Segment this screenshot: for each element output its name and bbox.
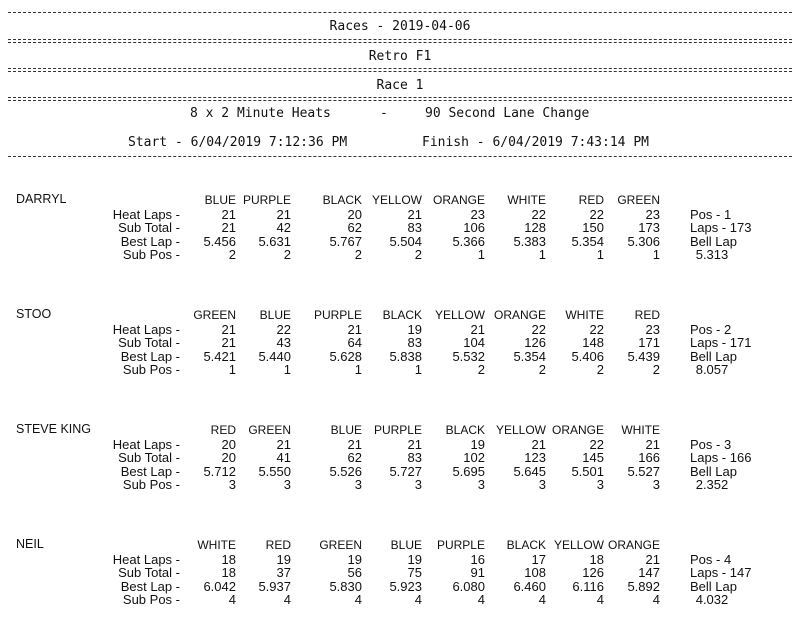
result-cell: 4 xyxy=(283,592,291,607)
result-cell: 21 xyxy=(221,335,236,350)
lane-color-header: GREEN xyxy=(319,538,362,552)
row-label: Best Lap - xyxy=(120,463,180,479)
result-cell: 4 xyxy=(596,592,604,607)
result-cell: 3 xyxy=(354,477,362,492)
result-cell: 21 xyxy=(407,206,422,222)
result-cell: 64 xyxy=(347,335,362,350)
result-cell: 21 xyxy=(221,220,236,235)
bell-lap-time: 4.032 xyxy=(695,592,729,607)
result-cell: 5.937 xyxy=(258,578,291,594)
result-cell: 20 xyxy=(221,436,236,452)
lane-color-header: ORANGE xyxy=(493,308,546,322)
result-cell: 5.695 xyxy=(452,463,485,479)
result-cell: 5.712 xyxy=(203,463,236,479)
result-cell: 20 xyxy=(221,450,236,465)
race-name: Race 1 xyxy=(376,78,424,93)
result-cell: 3 xyxy=(228,477,236,492)
bell-lap-label: Bell Lap xyxy=(690,578,737,594)
result-cell: 1 xyxy=(228,362,236,377)
position: Pos - 3 xyxy=(690,436,732,452)
row-label: Heat Laps - xyxy=(112,436,180,452)
result-cell: 5.421 xyxy=(203,348,236,364)
row-label: Best Lap - xyxy=(120,578,180,594)
lane-color-header: ORANGE xyxy=(432,193,485,207)
result-cell: 3 xyxy=(477,477,485,492)
row-label: Heat Laps - xyxy=(112,321,180,337)
divider xyxy=(8,100,792,101)
result-cell: 6.080 xyxy=(452,578,485,594)
lane-color-header: RED xyxy=(210,423,236,437)
result-cell: 5.501 xyxy=(571,463,604,479)
lane-color-header: WHITE xyxy=(621,423,660,437)
result-cell: 17 xyxy=(531,551,546,567)
result-cell: 18 xyxy=(221,565,236,580)
result-cell: 42 xyxy=(276,220,291,235)
result-cell: 5.354 xyxy=(513,348,546,364)
driver-name: DARRYL xyxy=(16,192,67,206)
result-cell: 22 xyxy=(589,206,604,222)
row-label: Sub Pos - xyxy=(122,477,180,492)
row-label: Heat Laps - xyxy=(112,551,180,567)
result-cell: 21 xyxy=(470,321,485,337)
result-cell: 150 xyxy=(582,220,604,235)
result-cell: 5.366 xyxy=(452,233,485,249)
bell-lap-label: Bell Lap xyxy=(690,463,737,479)
report-title: Races - 2019-04-06 xyxy=(329,19,471,34)
result-cell: 62 xyxy=(347,220,362,235)
lane-color-header: RED xyxy=(265,538,291,552)
lane-color-header: WHITE xyxy=(197,538,236,552)
result-cell: 19 xyxy=(407,321,422,337)
result-cell: 126 xyxy=(582,565,604,580)
result-cell: 147 xyxy=(638,565,660,580)
result-cell: 21 xyxy=(276,436,291,452)
divider xyxy=(8,97,792,98)
result-cell: 83 xyxy=(407,335,422,350)
finish-time: Finish - 6/04/2019 7:43:14 PM xyxy=(422,135,649,150)
result-cell: 1 xyxy=(477,247,485,262)
total-laps: Laps - 147 xyxy=(690,565,752,580)
result-cell: 5.923 xyxy=(389,578,422,594)
result-cell: 22 xyxy=(531,206,546,222)
driver-name: STEVE KING xyxy=(16,422,92,436)
lane-color-header: RED xyxy=(578,193,604,207)
bell-lap-time: 5.313 xyxy=(695,247,729,262)
row-label: Sub Total - xyxy=(118,565,180,580)
divider xyxy=(8,39,792,40)
divider xyxy=(8,42,792,43)
lane-color-header: PURPLE xyxy=(313,308,362,322)
result-cell: 5.628 xyxy=(329,348,362,364)
row-label: Sub Pos - xyxy=(122,592,180,607)
result-cell: 2 xyxy=(414,247,422,262)
result-cell: 19 xyxy=(276,551,291,567)
result-cell: 21 xyxy=(221,206,236,222)
result-cell: 4 xyxy=(414,592,422,607)
result-cell: 37 xyxy=(276,565,291,580)
result-cell: 2 xyxy=(477,362,485,377)
driver-name: STOO xyxy=(16,307,52,321)
result-cell: 5.383 xyxy=(513,233,546,249)
result-cell: 102 xyxy=(463,450,485,465)
lane-color-header: PURPLE xyxy=(373,423,422,437)
row-label: Sub Total - xyxy=(118,335,180,350)
lane-color-header: BLACK xyxy=(506,538,546,552)
result-cell: 19 xyxy=(407,551,422,567)
result-cell: 5.440 xyxy=(258,348,291,364)
result-cell: 21 xyxy=(276,206,291,222)
row-label: Sub Total - xyxy=(118,220,180,235)
result-cell: 21 xyxy=(347,321,362,337)
lane-color-header: ORANGE xyxy=(607,538,660,552)
position: Pos - 1 xyxy=(690,206,732,222)
lane-color-header: ORANGE xyxy=(551,423,604,437)
result-cell: 126 xyxy=(524,335,546,350)
result-cell: 148 xyxy=(582,335,604,350)
result-cell: 23 xyxy=(470,206,485,222)
result-cell: 5.645 xyxy=(513,463,546,479)
result-cell: 43 xyxy=(276,335,291,350)
position: Pos - 2 xyxy=(690,321,732,337)
result-cell: 5.406 xyxy=(571,348,604,364)
bell-lap-label: Bell Lap xyxy=(690,233,737,249)
lane-color-header: PURPLE xyxy=(436,538,485,552)
result-cell: 173 xyxy=(638,220,660,235)
result-cell: 5.727 xyxy=(389,463,422,479)
result-cell: 5.892 xyxy=(627,578,660,594)
result-cell: 1 xyxy=(652,247,660,262)
bell-lap-label: Bell Lap xyxy=(690,348,737,364)
result-cell: 5.830 xyxy=(329,578,362,594)
row-label: Heat Laps - xyxy=(112,206,180,222)
result-cell: 21 xyxy=(645,551,660,567)
result-cell: 6.460 xyxy=(513,578,546,594)
result-cell: 21 xyxy=(645,436,660,452)
result-cell: 166 xyxy=(638,450,660,465)
divider xyxy=(8,68,792,69)
row-label: Sub Total - xyxy=(118,450,180,465)
lane-color-header: BLUE xyxy=(390,538,422,552)
result-cell: 56 xyxy=(347,565,362,580)
driver-name: NEIL xyxy=(16,537,44,551)
result-cell: 128 xyxy=(524,220,546,235)
result-cell: 1 xyxy=(538,247,546,262)
result-cell: 6.116 xyxy=(572,578,604,594)
lane-color-header: YELLOW xyxy=(495,423,546,437)
lane-color-header: GREEN xyxy=(193,308,236,322)
total-laps: Laps - 171 xyxy=(690,335,752,350)
lane-color-header: PURPLE xyxy=(242,193,291,207)
result-cell: 1 xyxy=(283,362,291,377)
result-cell: 2 xyxy=(596,362,604,377)
result-cell: 106 xyxy=(463,220,485,235)
result-cell: 145 xyxy=(582,450,604,465)
result-cell: 2 xyxy=(228,247,236,262)
lane-color-header: YELLOW xyxy=(553,538,604,552)
result-cell: 2 xyxy=(354,247,362,262)
result-cell: 4 xyxy=(228,592,236,607)
row-label: Sub Pos - xyxy=(122,247,180,262)
result-cell: 21 xyxy=(347,436,362,452)
result-cell: 18 xyxy=(589,551,604,567)
result-cell: 123 xyxy=(524,450,546,465)
result-cell: 41 xyxy=(276,450,291,465)
lane-color-header: RED xyxy=(634,308,660,322)
start-time: Start - 6/04/2019 7:12:36 PM xyxy=(128,135,348,150)
result-cell: 75 xyxy=(407,565,422,580)
result-cell: 21 xyxy=(531,436,546,452)
heats-info: 8 x 2 Minute Heats xyxy=(190,106,331,121)
lane-color-header: BLACK xyxy=(445,423,485,437)
result-cell: 91 xyxy=(470,565,485,580)
result-cell: 5.526 xyxy=(329,463,362,479)
lane-color-header: YELLOW xyxy=(434,308,485,322)
lane-color-header: YELLOW xyxy=(371,193,422,207)
result-cell: 1 xyxy=(354,362,362,377)
result-cell: 19 xyxy=(470,436,485,452)
result-cell: 5.306 xyxy=(627,233,660,249)
result-cell: 62 xyxy=(347,450,362,465)
result-cell: 4 xyxy=(538,592,546,607)
result-cell: 5.354 xyxy=(571,233,604,249)
result-cell: 5.550 xyxy=(258,463,291,479)
result-cell: 18 xyxy=(221,551,236,567)
row-label: Best Lap - xyxy=(120,233,180,249)
divider xyxy=(8,12,792,13)
result-cell: 6.042 xyxy=(203,578,236,594)
lane-color-header: GREEN xyxy=(617,193,660,207)
result-cell: 2 xyxy=(283,247,291,262)
result-cell: 5.439 xyxy=(627,348,660,364)
result-cell: 22 xyxy=(276,321,291,337)
result-cell: 1 xyxy=(414,362,422,377)
result-cell: 5.631 xyxy=(258,233,291,249)
result-cell: 2 xyxy=(538,362,546,377)
lane-color-header: WHITE xyxy=(565,308,604,322)
result-cell: 108 xyxy=(524,565,546,580)
lane-color-header: BLACK xyxy=(382,308,422,322)
result-cell: 4 xyxy=(354,592,362,607)
result-cell: 5.532 xyxy=(452,348,485,364)
row-label: Best Lap - xyxy=(120,348,180,364)
result-cell: 3 xyxy=(414,477,422,492)
position: Pos - 4 xyxy=(690,551,732,567)
result-cell: 16 xyxy=(470,551,485,567)
lane-color-header: BLUE xyxy=(204,193,236,207)
lane-color-header: BLACK xyxy=(322,193,362,207)
result-cell: 1 xyxy=(596,247,604,262)
result-cell: 5.767 xyxy=(329,233,362,249)
result-cell: 3 xyxy=(652,477,660,492)
bell-lap-time: 8.057 xyxy=(695,362,729,377)
lane-color-header: BLUE xyxy=(330,423,362,437)
result-cell: 22 xyxy=(531,321,546,337)
result-cell: 5.527 xyxy=(627,463,660,479)
result-cell: 5.504 xyxy=(389,233,422,249)
result-cell: 5.838 xyxy=(389,348,422,364)
result-cell: 21 xyxy=(407,436,422,452)
result-cell: 171 xyxy=(638,335,660,350)
result-cell: 22 xyxy=(589,436,604,452)
divider xyxy=(8,156,792,157)
lane-color-header: WHITE xyxy=(507,193,546,207)
lane-color-header: BLUE xyxy=(259,308,291,322)
lane-color-header: GREEN xyxy=(248,423,291,437)
row-label: Sub Pos - xyxy=(122,362,180,377)
heats-separator: - xyxy=(380,106,388,121)
lane-change-info: 90 Second Lane Change xyxy=(425,106,590,121)
result-cell: 104 xyxy=(463,335,485,350)
class-name: Retro F1 xyxy=(368,49,432,64)
result-cell: 83 xyxy=(407,220,422,235)
result-cell: 4 xyxy=(652,592,660,607)
divider xyxy=(8,71,792,72)
bell-lap-time: 2.352 xyxy=(695,477,729,492)
result-cell: 19 xyxy=(347,551,362,567)
result-cell: 23 xyxy=(645,321,660,337)
result-cell: 83 xyxy=(407,450,422,465)
result-cell: 20 xyxy=(347,206,362,222)
result-cell: 4 xyxy=(477,592,485,607)
result-cell: 2 xyxy=(652,362,660,377)
result-cell: 3 xyxy=(596,477,604,492)
result-cell: 5.456 xyxy=(203,233,236,249)
result-cell: 3 xyxy=(283,477,291,492)
result-cell: 21 xyxy=(221,321,236,337)
total-laps: Laps - 166 xyxy=(690,450,752,465)
total-laps: Laps - 173 xyxy=(690,220,752,235)
result-cell: 22 xyxy=(589,321,604,337)
result-cell: 3 xyxy=(538,477,546,492)
result-cell: 23 xyxy=(645,206,660,222)
